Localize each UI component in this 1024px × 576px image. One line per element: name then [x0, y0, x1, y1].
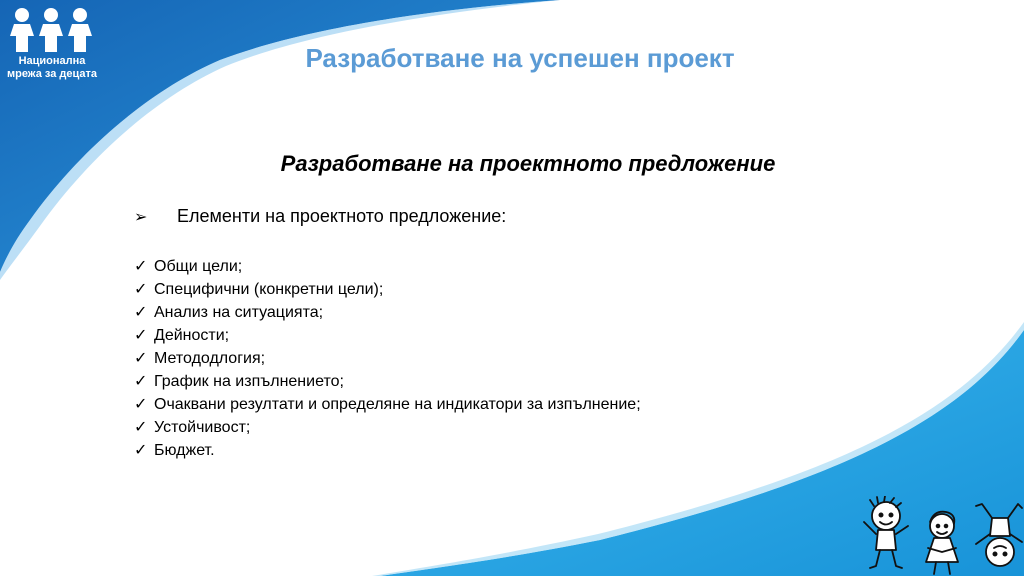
checklist-item: [134, 393, 641, 416]
checklist-item-text: Общи цели;: [154, 258, 243, 275]
bullet-item: [134, 206, 506, 227]
checkmark-icon: ✓: [134, 419, 148, 436]
checklist-item-text: Устойчивост;: [154, 419, 251, 436]
checkmark-icon: ✓: [134, 327, 148, 344]
checkmark-icon: ✓: [134, 258, 148, 275]
checklist-item-text: Дейности;: [154, 327, 230, 344]
logo-icon: [8, 6, 94, 54]
section-subtitle: Разработване на проектното предложение: [280, 151, 776, 176]
children-illustration: [850, 496, 1024, 576]
checklist-item: [134, 301, 641, 324]
checkmark-icon: ✓: [134, 350, 148, 367]
checklist-item-text: График на изпълнението;: [154, 373, 344, 390]
checklist-item: [134, 278, 641, 301]
checklist-item: [134, 416, 641, 439]
checklist: [134, 255, 641, 462]
checklist-item: [134, 324, 641, 347]
logo-line-2: мрежа за децата: [6, 68, 98, 80]
checklist-item: [134, 347, 641, 370]
logo-text: [4, 55, 100, 81]
checkmark-icon: ✓: [134, 442, 148, 459]
arrow-bullet-icon: ➢: [134, 209, 148, 226]
checkmark-icon: ✓: [134, 281, 148, 298]
checkmark-icon: ✓: [134, 304, 148, 321]
checkmark-icon: ✓: [134, 396, 148, 413]
checklist-item: [134, 255, 641, 278]
bullet-text: Елементи на проектното предложение:: [177, 206, 507, 226]
page-title: Разработване на успешен проект: [305, 43, 735, 73]
logo-line-1: Национална: [18, 55, 86, 67]
checklist-item-text: Метододлогия;: [154, 350, 266, 367]
checklist-item-text: Бюджет.: [154, 442, 215, 459]
checklist-item: [134, 370, 641, 393]
checklist-item-text: Очаквани резултати и определяне на индикатори за изпълнение;: [154, 396, 641, 413]
checklist-item: [134, 439, 641, 462]
checkmark-icon: ✓: [134, 373, 148, 390]
checklist-item-text: Специфични (конкретни цели);: [154, 281, 384, 298]
checklist-item-text: Анализ на ситуацията;: [154, 304, 324, 321]
